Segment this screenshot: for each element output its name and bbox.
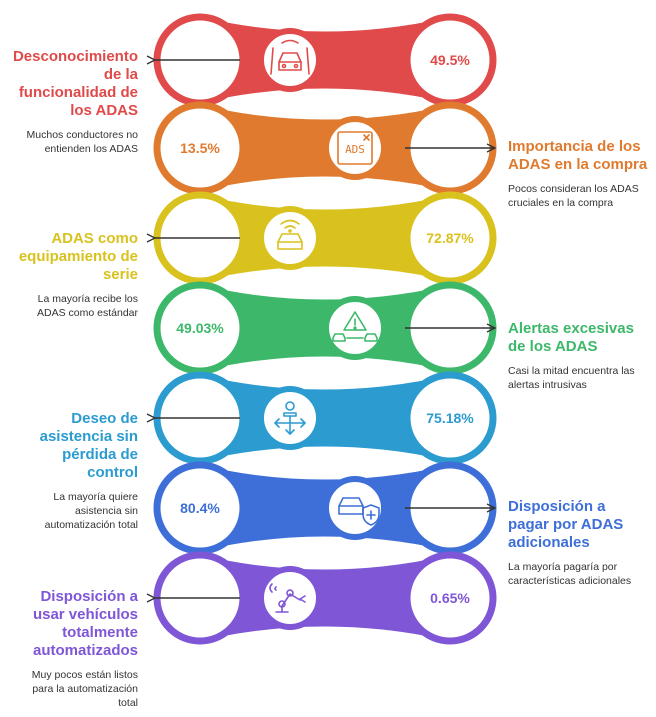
diagram-row [155,375,493,461]
value-label: 49.03% [176,320,224,336]
value-label: 0.65% [430,590,470,606]
diagram-row [157,285,495,371]
diagram-row [155,17,493,103]
value-label: 49.5% [430,52,470,68]
item-description: La mayoría recibe los ADAS como estándar [37,293,138,319]
value-label: 13.5% [180,140,220,156]
item-description: Muchos conductores no entienden los ADAS [26,129,138,155]
diagram-row [157,105,495,191]
icon-circle [261,209,319,267]
icon-circle [261,569,319,627]
diagram-row [157,465,495,551]
value-label: 80.4% [180,500,220,516]
diagram-row [155,195,493,281]
svg-text:ADS: ADS [345,143,365,156]
value-label: 75.18% [426,410,474,426]
item-description: La mayoría pagaría por características adicionales [508,561,632,587]
item-description: Casi la mitad encuentra las alertas intrusivas [508,365,635,391]
item-description: Pocos consideran los ADAS cruciales en la compra [508,183,639,209]
item-description: Muy pocos están listos para la automatización total [31,669,138,709]
value-label: 72.87% [426,230,474,246]
item-title: Importancia de los ADAS en la compra [508,138,648,173]
item-description: La mayoría quiere asistencia sin automatización total [44,491,138,531]
diagram-row [155,555,493,641]
item-title: ADAS como equipamiento de serie [18,230,138,283]
item-title: Alertas excesivas de los ADAS [508,320,634,355]
item-title: Deseo de asistencia sin pérdida de control [39,410,138,481]
icon-circle [326,479,384,537]
item-title: Disposición a pagar por ADAS adicionales [508,498,624,551]
item-title: Disposición a usar vehículos totalmente automatizados [32,588,138,659]
item-title: Desconocimiento de la funcionalidad de los ADAS [12,48,138,119]
